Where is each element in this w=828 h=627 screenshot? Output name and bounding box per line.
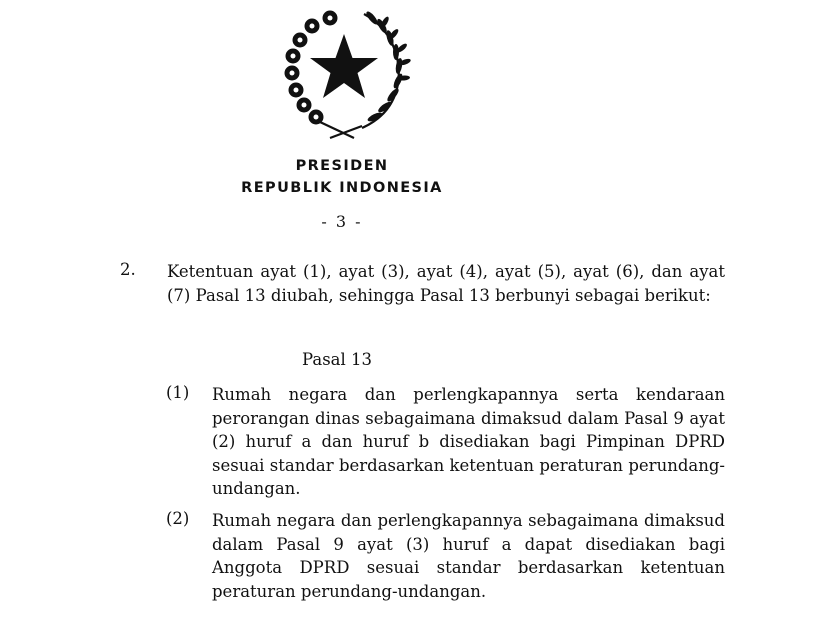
paragraph-number: (2) xyxy=(166,509,190,528)
item-text: Ketentuan ayat (1), ayat (3), ayat (4), ayat (5), ayat (6), dan ayat (7) Pasal 13 diubah, sehingga Pasal 13 berbunyi sebagai berikut: xyxy=(167,262,725,305)
pasal-title: Pasal 13 xyxy=(302,350,373,369)
paragraph-text: Rumah negara dan perlengkapannya sebagaimana dimaksud dalam Pasal 9 ayat (3) huruf a dapat disediakan bagi Anggota DPRD sesuai standar berdasarkan ketentuan peraturan perundang-undangan. xyxy=(212,511,725,601)
page-number: - 3 - xyxy=(321,212,363,231)
presidential-emblem-icon xyxy=(272,4,412,142)
paragraph-text: Rumah negara dan perlengkapannya serta kendaraan perorangan dinas sebagaimana dimaksud dalam Pasal 9 ayat (2) huruf a dan huruf b disediakan bagi Pimpinan DPRD sesuai standar berdasarkan ketentuan peraturan perundang-undangan. xyxy=(212,385,725,498)
item-number: 2. xyxy=(120,260,136,279)
paragraph-number: (1) xyxy=(166,383,190,402)
header-title-republik: REPUBLIK INDONESIA xyxy=(241,180,443,196)
header-title-presiden: PRESIDEN xyxy=(295,158,389,174)
